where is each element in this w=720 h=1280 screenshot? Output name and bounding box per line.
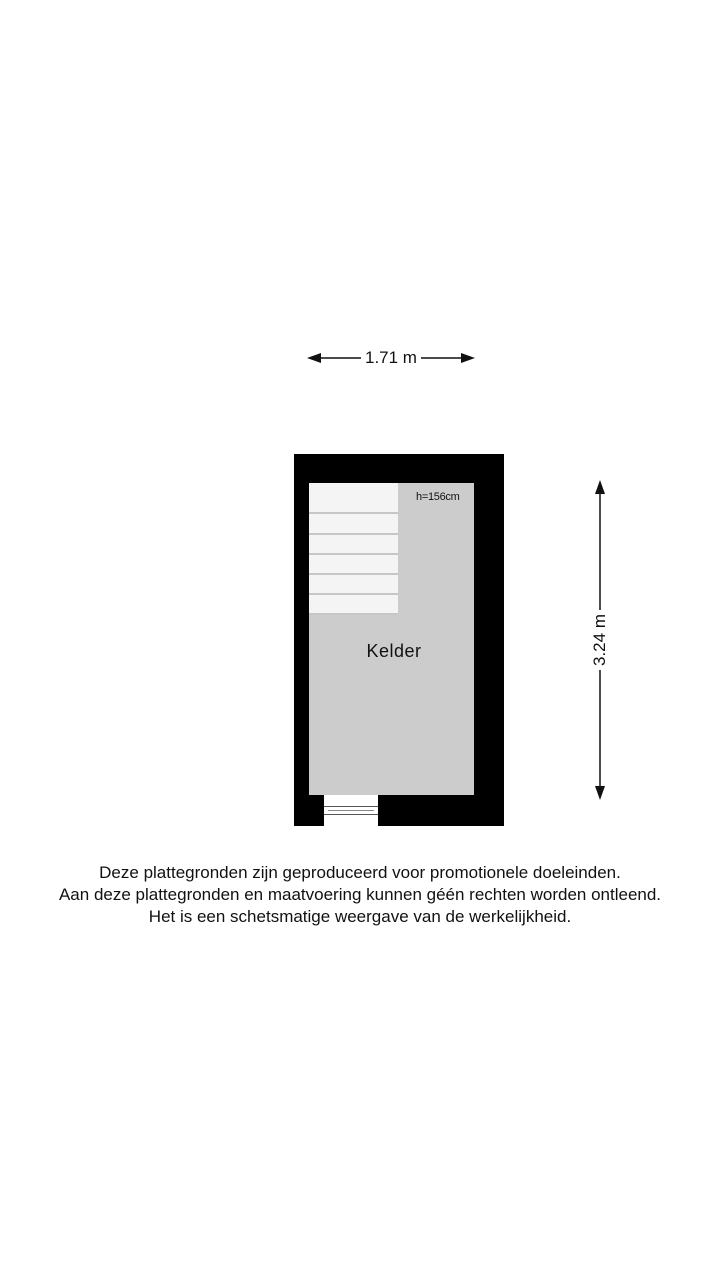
disclaimer bbox=[0, 862, 720, 928]
room-name: Kelder bbox=[366, 641, 422, 661]
door-opening bbox=[324, 795, 378, 826]
stair-step bbox=[309, 573, 398, 575]
room-kelder bbox=[309, 483, 474, 795]
staircase bbox=[309, 483, 398, 615]
floor-plan bbox=[294, 454, 504, 826]
width-label: 1.71 m bbox=[361, 348, 421, 367]
stair-step bbox=[309, 593, 398, 595]
door-threshold bbox=[324, 806, 378, 815]
width-dimension bbox=[305, 344, 477, 372]
stair-step bbox=[309, 613, 398, 615]
depth-dimension bbox=[586, 478, 614, 802]
depth-label: 3.24 m bbox=[590, 610, 610, 670]
stair-step bbox=[309, 512, 398, 514]
disclaimer-line-1: Deze plattegronden zijn geproduceerd voor promotionele doeleinden. bbox=[99, 863, 621, 882]
stair-step bbox=[309, 553, 398, 555]
ceiling-height-note: h=156cm bbox=[416, 491, 460, 503]
disclaimer-line-2: Aan deze plattegronden en maatvoering kunnen géén rechten worden ontleend. bbox=[58, 885, 662, 904]
disclaimer-line-3: Het is een schetsmatige weergave van de werkelijkheid. bbox=[148, 907, 572, 926]
stair-step bbox=[309, 533, 398, 535]
